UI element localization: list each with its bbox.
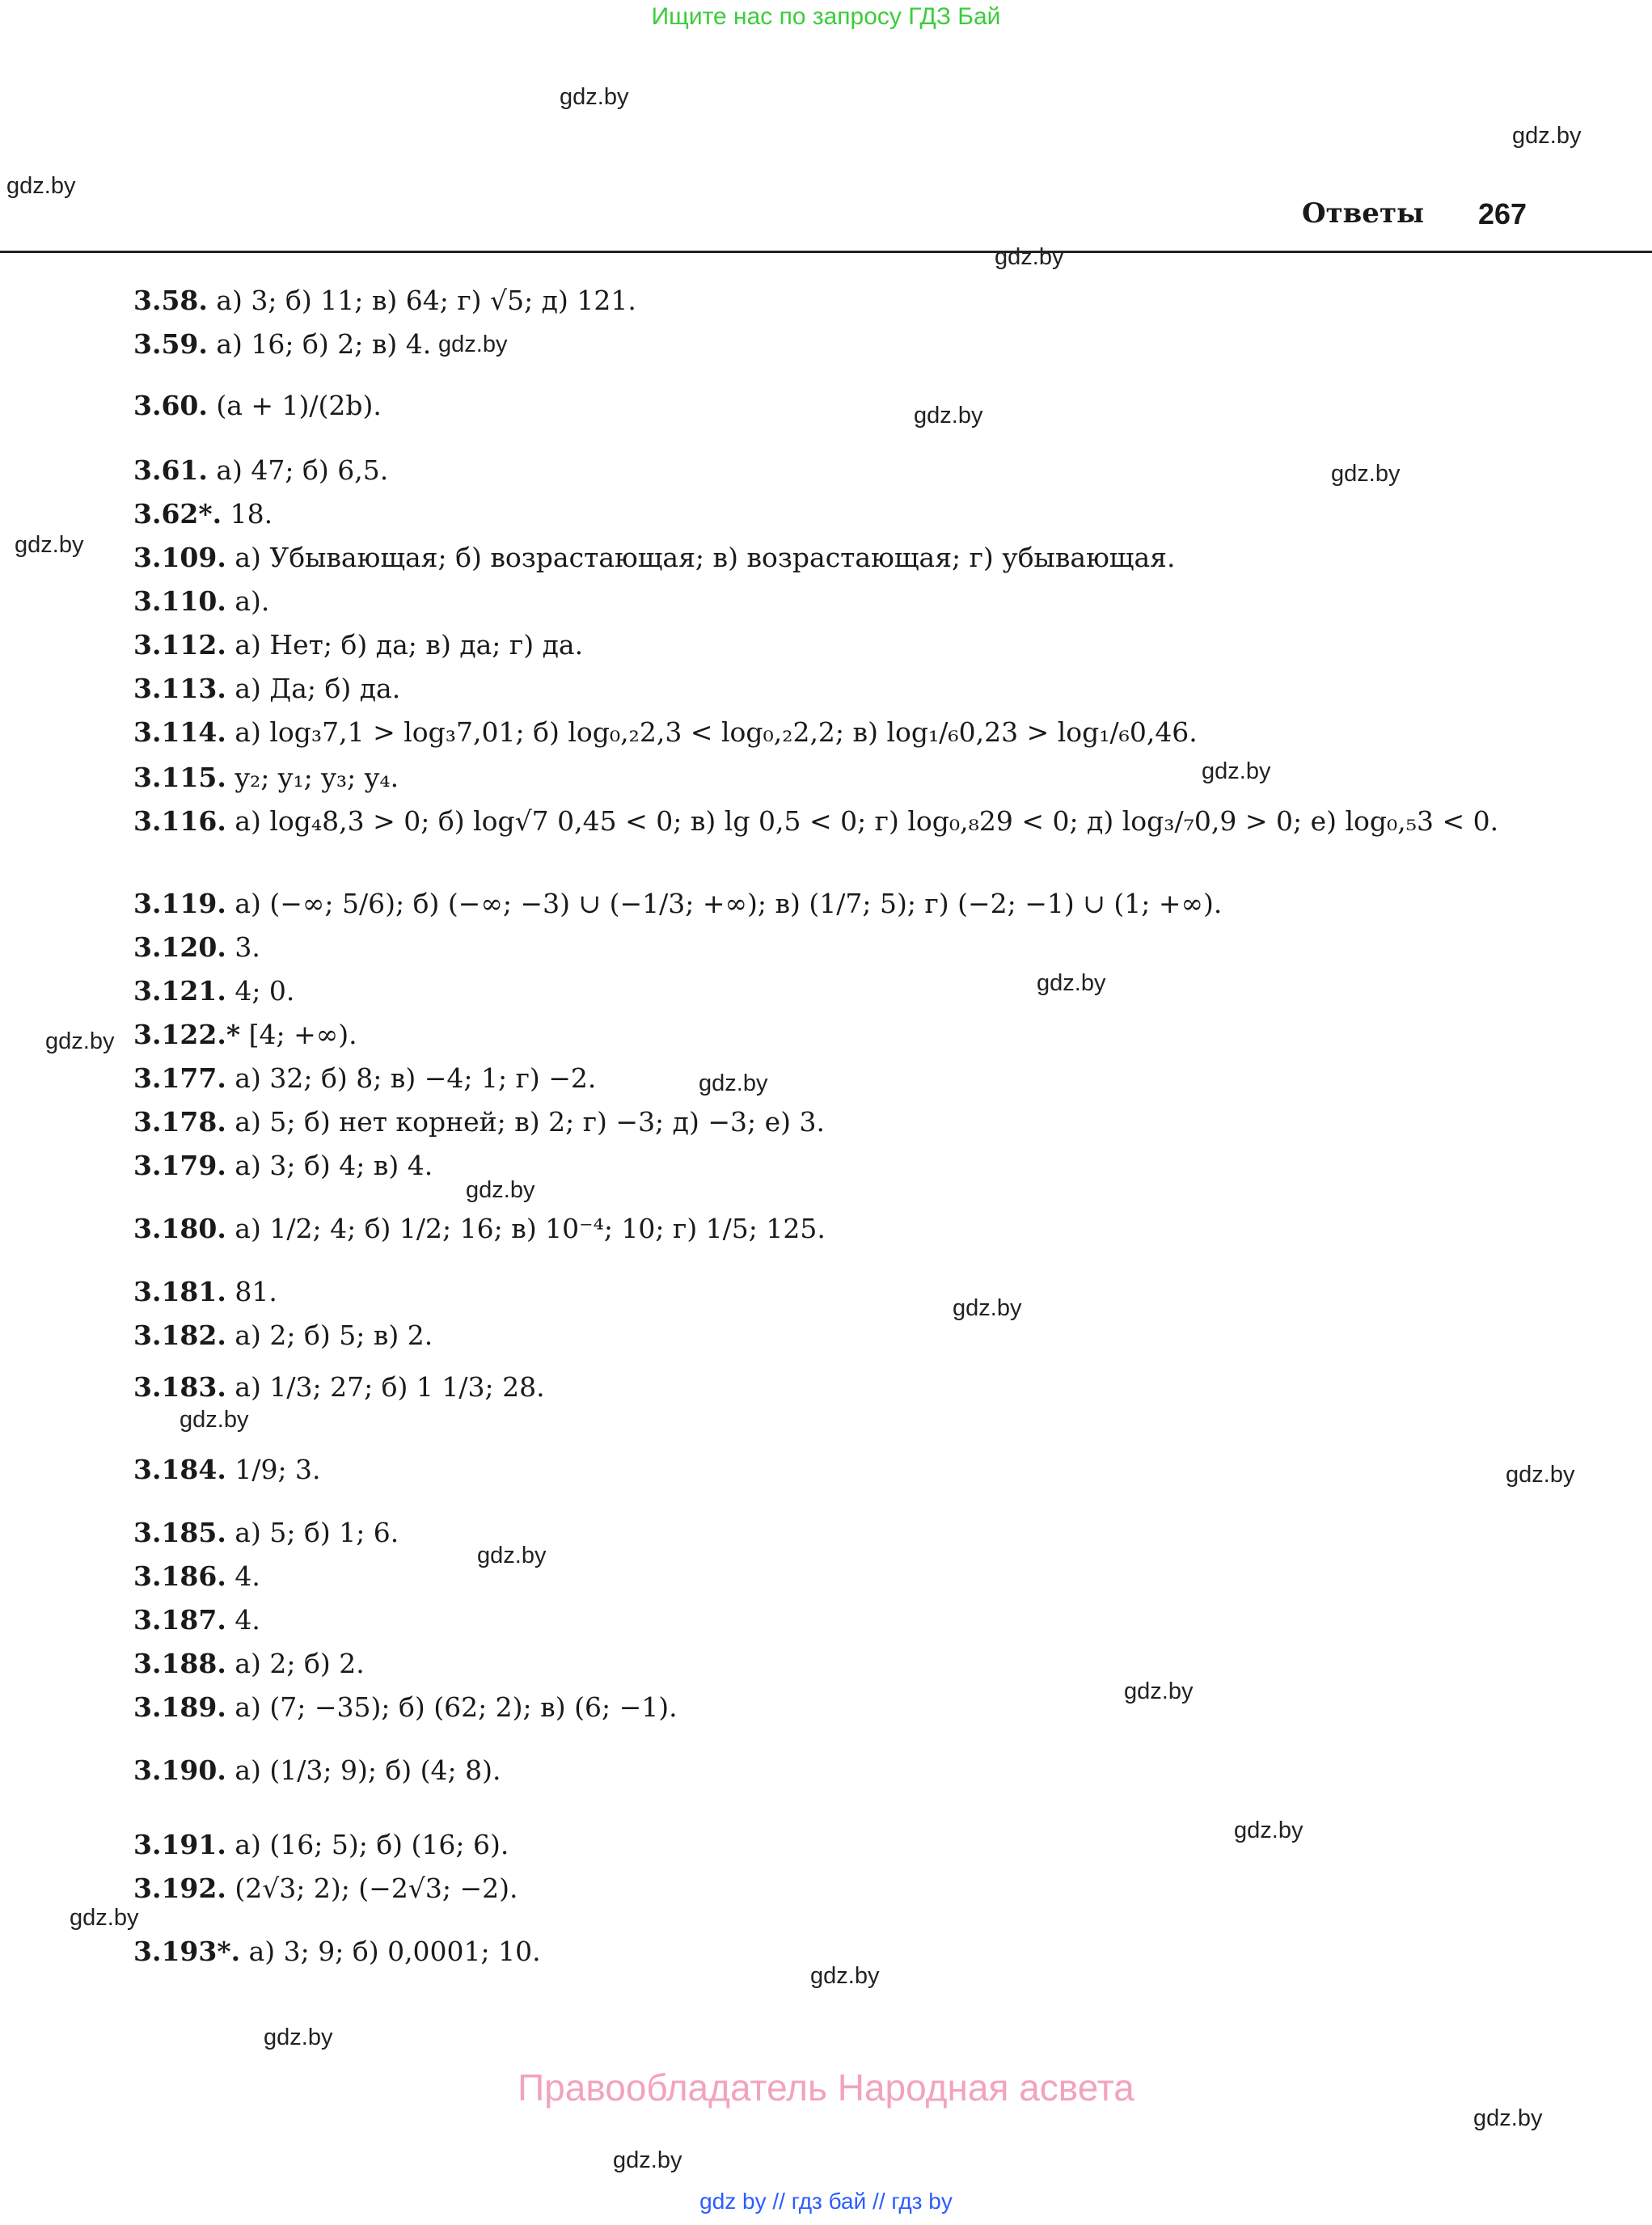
answer-text: 18. [230, 498, 273, 530]
watermark: gdz.by [810, 1963, 880, 1989]
answer-text: а) 32; б) 8; в) −4; 1; г) −2. [234, 1062, 597, 1094]
answer-line [133, 1936, 541, 1967]
answer-text: а) 2; б) 5; в) 2. [234, 1319, 433, 1351]
answer-number: 3.119. [133, 888, 226, 919]
answer-number: 3.115. [133, 762, 226, 793]
answer-line [133, 1829, 509, 1860]
answer-text: а) (−∞; 5/6); б) (−∞; −3) ∪ (−1/3; +∞); в) (1/7; 5); г) (−2; −1) ∪ (1; +∞). [234, 888, 1223, 919]
answer-text: 1/9; 3. [234, 1454, 321, 1485]
answer-number: 3.120. [133, 931, 226, 963]
watermark: gdz.by [45, 1028, 115, 1054]
answer-text: а). [234, 585, 270, 617]
answer-text: а) 3; б) 11; в) 64; г) √5; д) 121. [216, 285, 636, 316]
watermark: gdz.by [1124, 1678, 1194, 1704]
header-rule [0, 251, 1652, 253]
answer-line [133, 1213, 826, 1244]
answer-line [133, 1648, 365, 1679]
answer-number: 3.177. [133, 1062, 226, 1094]
watermark: gdz.by [914, 403, 983, 429]
answer-text: 81. [234, 1276, 277, 1307]
answer-line [133, 1062, 596, 1094]
answer-line [133, 1691, 678, 1723]
watermark: gdz.by [264, 2024, 333, 2050]
answer-number: 3.61. [133, 454, 208, 486]
watermark: gdz.by [1506, 1462, 1575, 1488]
answer-text: y₂; y₁; y₃; y₄. [234, 762, 399, 793]
watermark: gdz.by [438, 331, 508, 357]
answer-number: 3.192. [133, 1872, 226, 1904]
answer-number: 3.185. [133, 1517, 226, 1548]
answer-line [133, 328, 431, 360]
bottom-links[interactable]: gdz by // гдз бай // гдз by [699, 2189, 953, 2214]
answer-text: 4. [234, 1560, 260, 1592]
answer-text: а) 1/2; 4; б) 1/2; 16; в) 10⁻⁴; 10; г) 1/5; 125. [234, 1213, 826, 1244]
watermark: gdz.by [70, 1905, 139, 1931]
answer-number: 3.193*. [133, 1936, 241, 1967]
answer-line [133, 716, 1198, 748]
answer-line [133, 1754, 501, 1786]
watermark: gdz.by [1202, 758, 1271, 784]
watermark: gdz.by [477, 1543, 547, 1568]
answer-text: (a + 1)/(2b). [216, 390, 382, 421]
answer-number: 3.178. [133, 1106, 226, 1138]
watermark: gdz.by [953, 1295, 1022, 1321]
answer-number: 3.179. [133, 1150, 226, 1181]
answer-number: 3.62*. [133, 498, 222, 530]
answer-number: 3.113. [133, 673, 226, 704]
answer-line [133, 1604, 260, 1636]
answer-text: а) (1/3; 9); б) (4; 8). [234, 1754, 501, 1786]
answer-text: а) Убывающая; б) возрастающая; в) возрастающая; г) убывающая. [234, 542, 1176, 573]
watermark: gdz.by [1473, 2105, 1543, 2131]
answer-text: 4. [234, 1604, 260, 1636]
watermark: gdz.by [1331, 461, 1401, 487]
answer-text: 4; 0. [234, 975, 295, 1007]
answer-number: 3.114. [133, 716, 226, 748]
answer-number: 3.181. [133, 1276, 226, 1307]
answer-text: а) 3; 9; б) 0,0001; 10. [248, 1936, 541, 1967]
top-banner[interactable]: Ищите нас по запросу ГДЗ Бай [651, 3, 1001, 30]
answer-number: 3.182. [133, 1319, 226, 1351]
answer-text: а) 5; б) нет корней; в) 2; г) −3; д) −3; е) 3. [234, 1106, 825, 1138]
answer-number: 3.112. [133, 629, 226, 661]
answer-line [133, 1517, 399, 1548]
answer-number: 3.180. [133, 1213, 226, 1244]
answer-line [133, 931, 260, 963]
answer-line [133, 1106, 825, 1138]
answer-text: а) (7; −35); б) (62; 2); в) (6; −1). [234, 1691, 678, 1723]
answer-number: 3.110. [133, 585, 226, 617]
page-number: 267 [1478, 197, 1527, 230]
answer-line [133, 1454, 321, 1485]
watermark: gdz.by [699, 1070, 768, 1096]
answer-number: 3.188. [133, 1648, 226, 1679]
answer-number: 3.189. [133, 1691, 226, 1723]
answer-text: а) Да; б) да. [234, 673, 401, 704]
answer-text: а) 5; б) 1; 6. [234, 1517, 399, 1548]
answer-text: а) (16; 5); б) (16; 6). [234, 1829, 509, 1860]
answer-text: а) 3; б) 4; в) 4. [234, 1150, 433, 1181]
answer-number: 3.184. [133, 1454, 226, 1485]
answer-text: а) 47; б) 6,5. [216, 454, 389, 486]
answer-line [133, 1319, 433, 1351]
answer-line [133, 673, 400, 704]
answer-line [133, 454, 388, 486]
answer-number: 3.190. [133, 1754, 226, 1786]
watermark: gdz.by [995, 244, 1064, 270]
answer-line [133, 1872, 518, 1904]
answer-text: а) 1/3; 27; б) 1 1/3; 28. [234, 1371, 545, 1403]
answer-text: 3. [234, 931, 260, 963]
answer-line [133, 629, 583, 661]
answer-line [133, 805, 1498, 837]
answer-line [133, 1019, 357, 1050]
answer-line [133, 762, 399, 793]
answer-line [133, 1371, 545, 1403]
answer-number: 3.116. [133, 805, 226, 837]
answer-number: 3.183. [133, 1371, 226, 1403]
answer-text: а) 2; б) 2. [234, 1648, 365, 1679]
answer-text: а) 16; б) 2; в) 4. [216, 328, 432, 360]
answer-number: 3.121. [133, 975, 226, 1007]
watermark: gdz.by [180, 1407, 249, 1433]
answer-line [133, 285, 636, 316]
answer-number: 3.191. [133, 1829, 226, 1860]
answer-line [133, 1276, 277, 1307]
answer-line [133, 1150, 433, 1181]
page-header-title: Ответы [1302, 197, 1425, 230]
answer-text: а) log₃7,1 > log₃7,01; б) log₀,₂2,3 < log₀,₂2,2; в) log₁/₆0,23 > log₁/₆0,46. [234, 716, 1198, 748]
answer-text: а) log₄8,3 > 0; б) log√7 0,45 < 0; в) lg 0,5 < 0; г) log₀,₈29 < 0; д) log₃/₇0,9 > 0; е) log₀,₅3 < 0. [234, 805, 1499, 837]
answer-number: 3.59. [133, 328, 208, 360]
answer-line [133, 888, 1222, 919]
copyright-owner: Правообладатель Народная асвета [518, 2067, 1134, 2109]
answer-line [133, 542, 1175, 573]
answer-number: 3.187. [133, 1604, 226, 1636]
answer-number: 3.122.* [133, 1019, 241, 1050]
watermark: gdz.by [613, 2147, 682, 2173]
answer-text: (2√3; 2); (−2√3; −2). [234, 1872, 518, 1904]
watermark: gdz.by [466, 1177, 535, 1203]
answer-line [133, 975, 294, 1007]
answer-line [133, 390, 382, 421]
watermark: gdz.by [15, 532, 84, 558]
answer-number: 3.186. [133, 1560, 226, 1592]
answer-text: а) Нет; б) да; в) да; г) да. [234, 629, 584, 661]
answer-text: [4; +∞). [248, 1019, 357, 1050]
answer-number: 3.109. [133, 542, 226, 573]
answer-line [133, 585, 269, 617]
watermark: gdz.by [1234, 1818, 1303, 1843]
answer-line [133, 498, 273, 530]
watermark: gdz.by [560, 84, 629, 110]
watermark: gdz.by [1037, 970, 1106, 996]
answer-line [133, 1560, 260, 1592]
answer-number: 3.60. [133, 390, 208, 421]
watermark: gdz.by [6, 173, 76, 199]
answer-number: 3.58. [133, 285, 208, 316]
watermark: gdz.by [1512, 123, 1582, 149]
